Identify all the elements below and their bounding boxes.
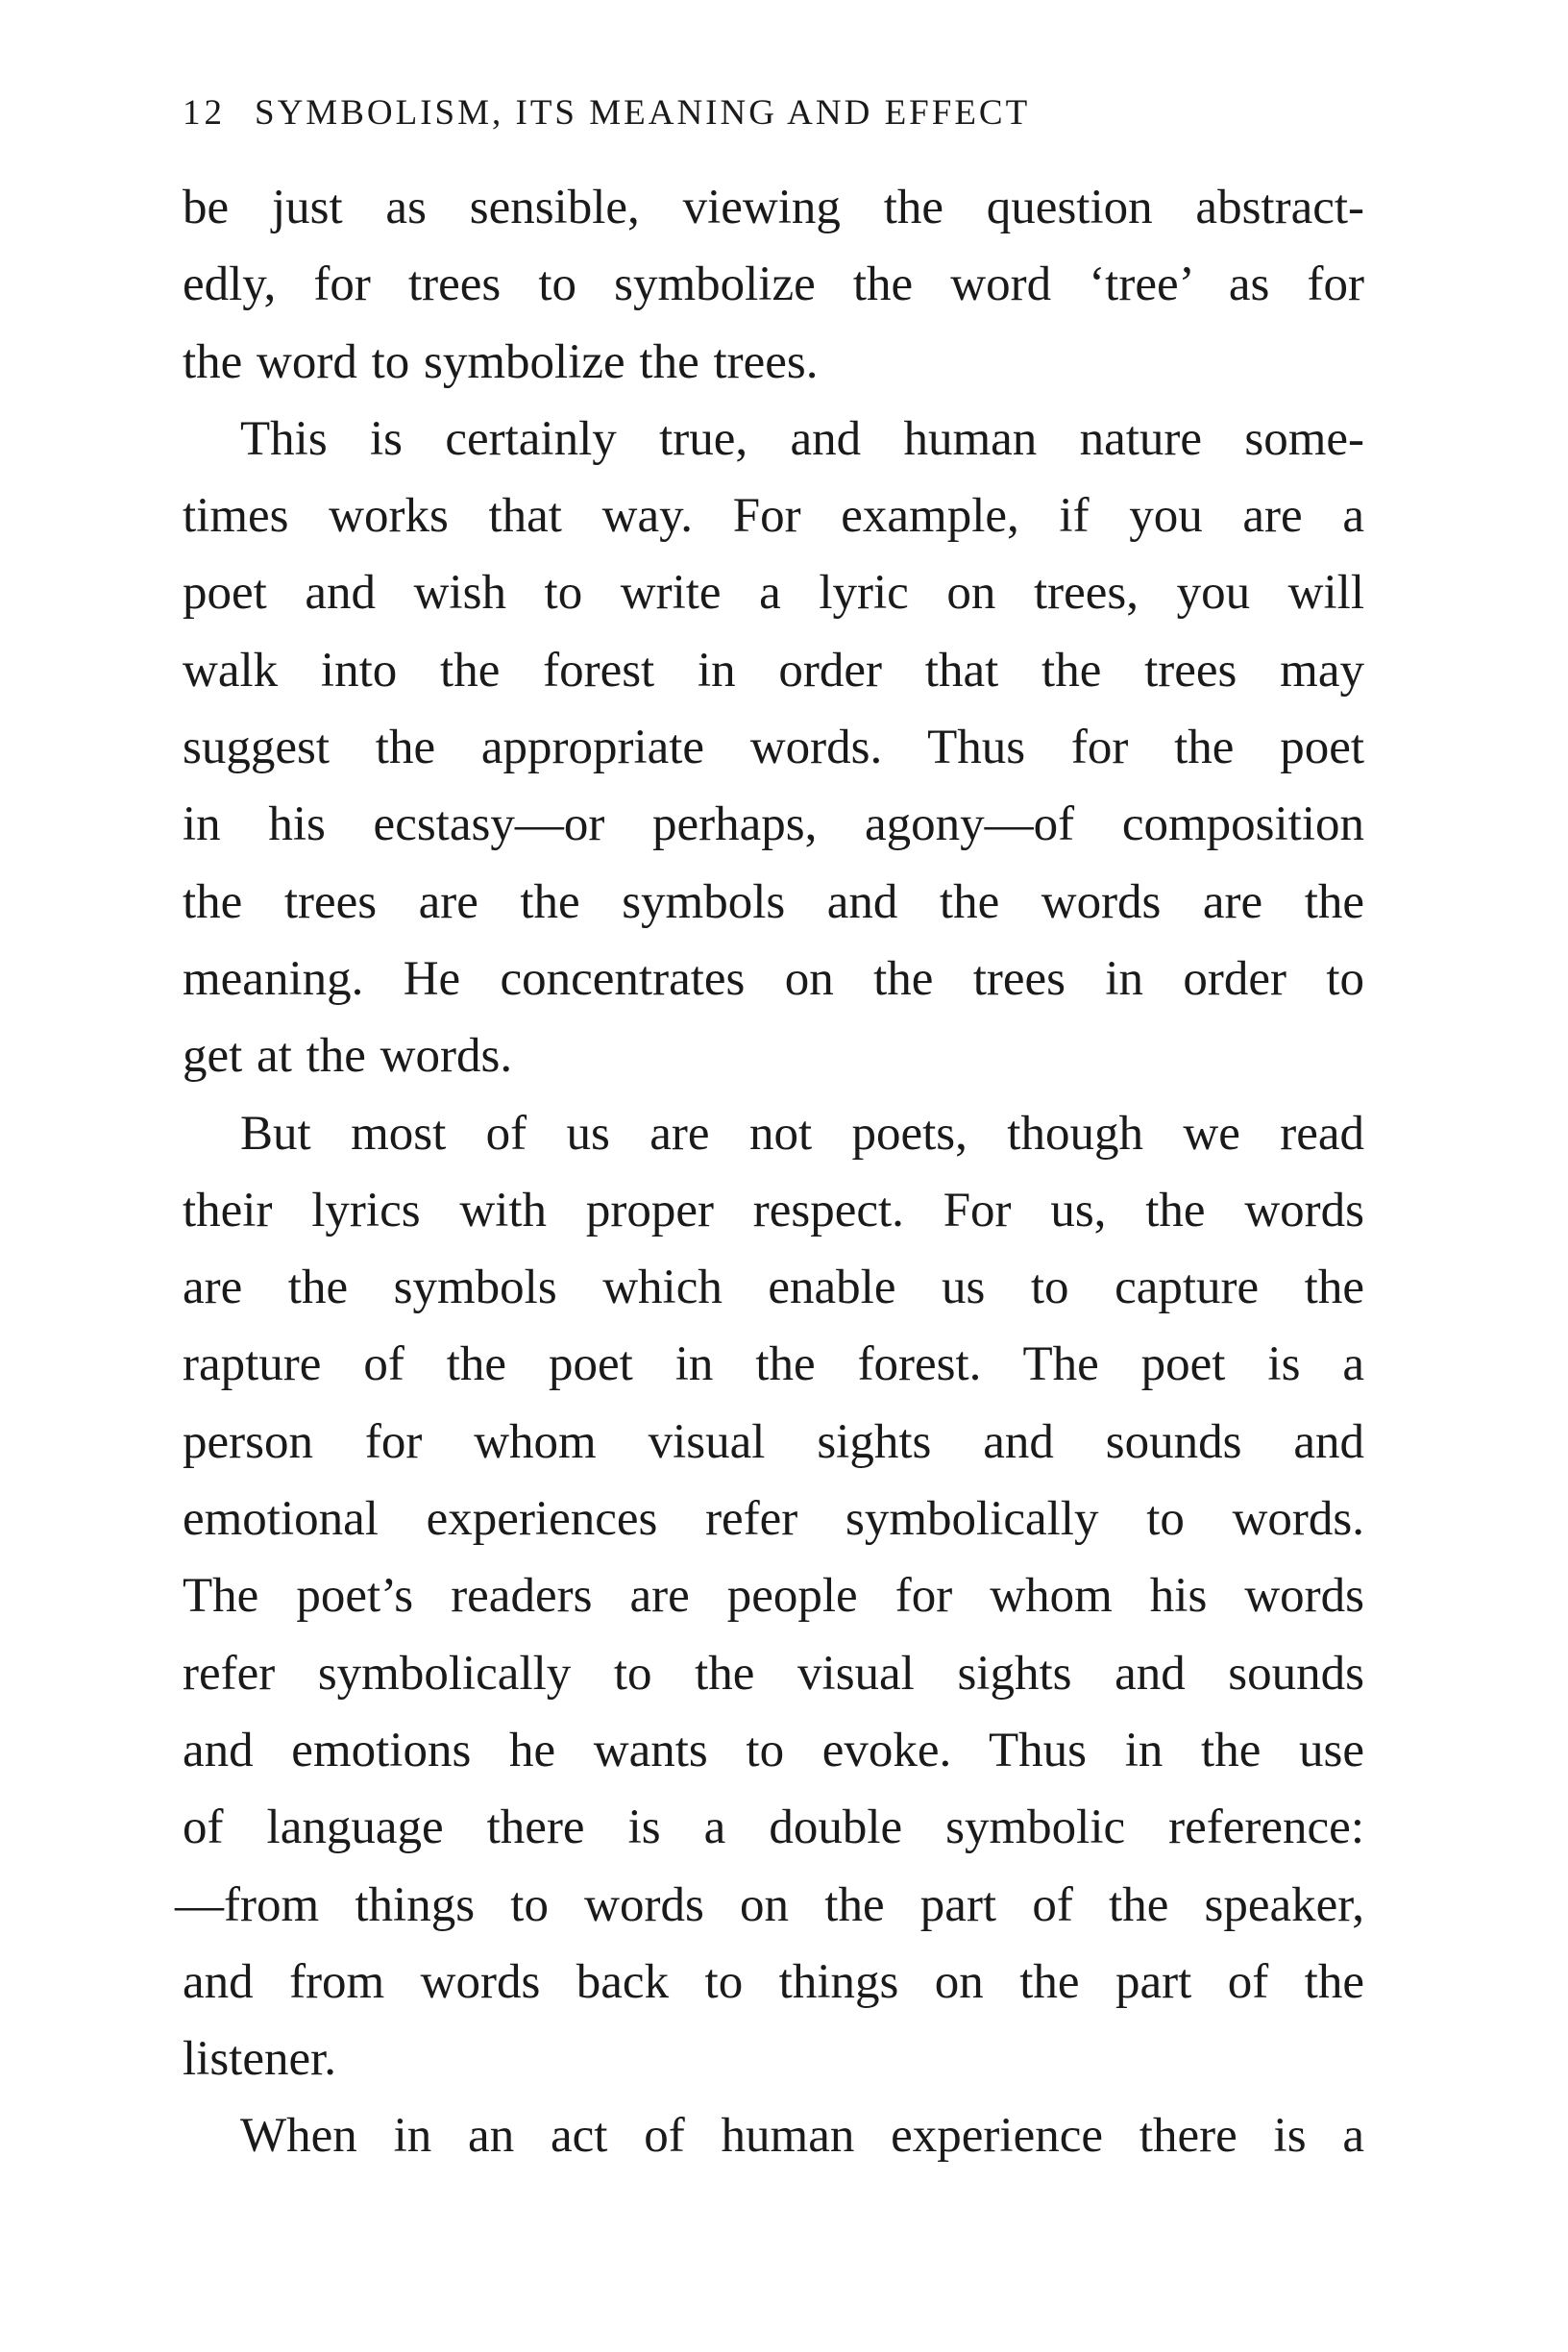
text-line: suggest the appropriate words. Thus for the poet: [183, 721, 1364, 775]
text-line: emotional experiences refer symbolically to words.: [183, 1492, 1364, 1547]
text-line: poet and wish to write a lyric on trees, you will: [183, 566, 1364, 621]
text-line: meaning. He concentrates on the trees in order to: [183, 951, 1364, 1006]
text-line: walk into the forest in order that the trees may: [183, 643, 1364, 698]
text-line: edly, for trees to symbolize the word ‘tree’ as for: [183, 257, 1364, 312]
paragraph: [183, 2097, 1364, 2174]
text-line: The poet’s readers are people for whom his words: [183, 1569, 1364, 1624]
text-line: be just as sensible, viewing the question abstract-: [183, 181, 1364, 234]
text-line: listener.: [183, 2032, 337, 2087]
text-line: refer symbolically to the visual sights and sounds: [183, 1646, 1364, 1701]
paragraph: [183, 169, 1364, 401]
paragraph: [175, 1095, 1364, 2098]
text-line: the trees are the symbols and the words are the: [183, 874, 1364, 929]
text-line: and emotions he wants to evoke. Thus in the use: [183, 1723, 1364, 1777]
paragraph: [183, 401, 1364, 1095]
text-line: their lyrics with proper respect. For us, the words: [183, 1183, 1364, 1237]
text-line: times works that way. For example, if you are a: [183, 489, 1364, 544]
text-line: of language there is a double symbolic reference:: [183, 1801, 1364, 1855]
page-number: 12: [183, 93, 226, 133]
text-line: are the symbols which enable us to capture the: [183, 1261, 1364, 1315]
text-line: get at the words.: [183, 1029, 513, 1084]
text-line: person for whom visual sights and sounds and: [183, 1414, 1364, 1469]
text-line: and from words back to things on the part of the: [183, 1954, 1364, 2009]
text-line: the word to symbolize the trees.: [183, 334, 819, 389]
text-line: in his ecstasy—or perhaps, agony—of composition: [183, 797, 1364, 852]
running-title: SYMBOLISM, ITS MEANING AND EFFECT: [255, 93, 1031, 133]
text-line: This is certainly true, and human nature some-: [240, 411, 1364, 466]
text-line: When in an act of human experience there is a: [240, 2109, 1364, 2164]
running-header: [183, 92, 1030, 134]
body-text: [175, 169, 1364, 2175]
text-line: But most of us are not poets, though we read: [240, 1106, 1364, 1161]
text-line: rapture of the poet in the forest. The poet is a: [183, 1337, 1364, 1392]
text-line: —from things to words on the part of the speaker,: [175, 1877, 1364, 1932]
